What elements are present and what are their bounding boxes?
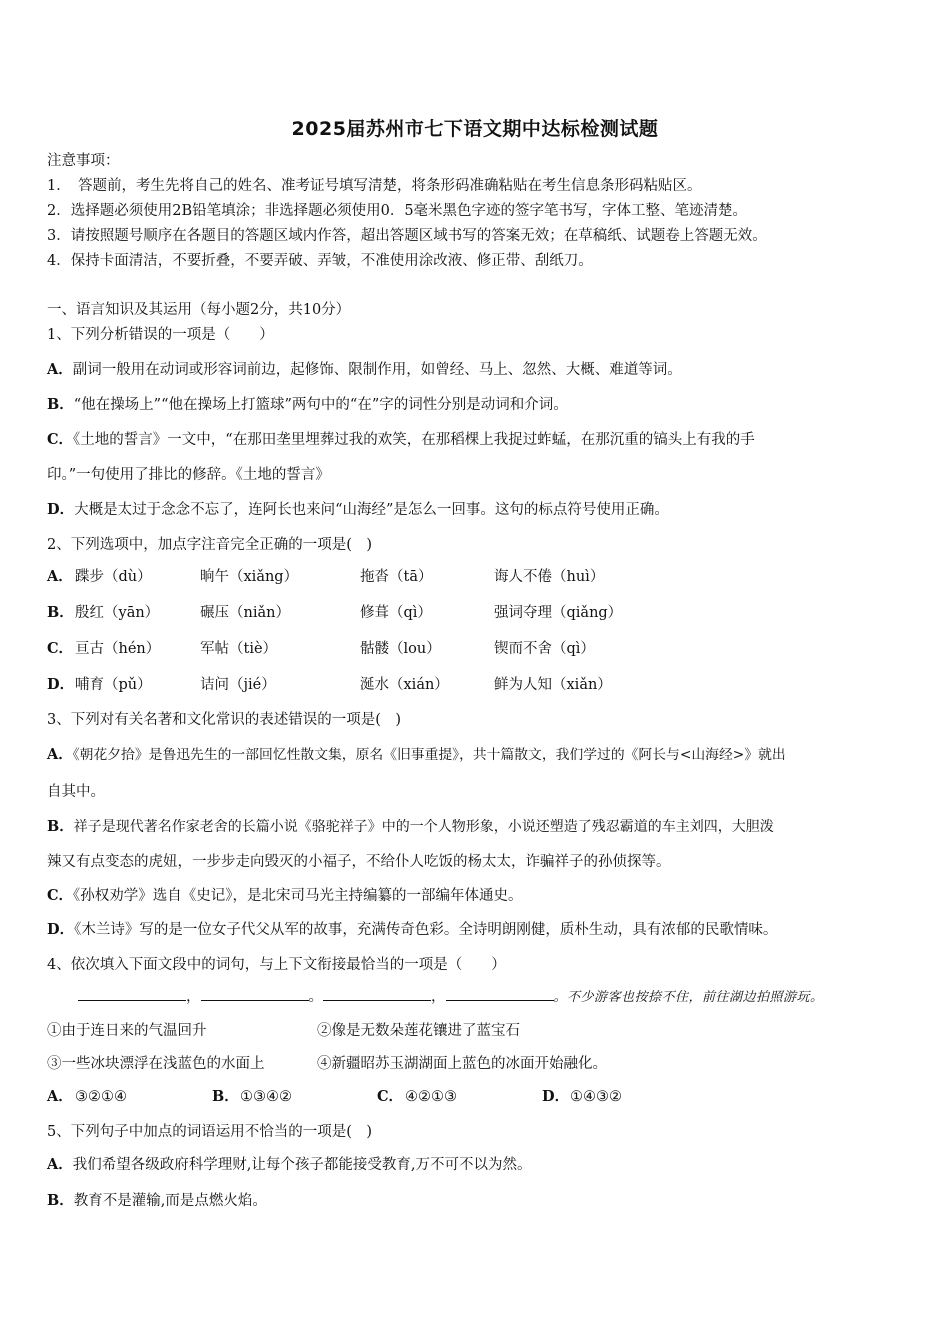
q2-row-c-item-1: 亘古（hén）: [75, 641, 161, 657]
q1-option-a: [47, 360, 682, 380]
q4-fill-passage: [78, 987, 824, 1008]
q5-option-a: [47, 1155, 531, 1175]
q4-sentence-2: ②像是无数朵莲花镶进了蓝宝石: [317, 1023, 520, 1039]
q2-row-c-item-2: 军帖（tiè）: [200, 641, 278, 657]
q4-option-d-label: D．: [542, 1088, 570, 1105]
q2-row-d-label: D．: [47, 676, 75, 693]
q2-row-a-item-2: 晌午（xiǎng）: [200, 569, 299, 585]
q4-sep-2: 。: [308, 989, 323, 1005]
q3-option-c-text: 《孙权劝学》选自《史记》，是北宋司马光主持编纂的一部编年体通史。: [73, 888, 523, 904]
q3-option-b: [47, 817, 774, 837]
q2-row-b-item-2: 碾压（niǎn）: [200, 605, 290, 621]
q2-row-d-item-3: 涎水（xián）: [360, 677, 449, 693]
q1-option-b-text: “他在操场上”“他在操场上打篮球”两句中的“在”字的词性分别是动词和介词。: [73, 397, 568, 413]
q4-blank-4: [446, 988, 554, 1001]
page-title: 2025届苏州市七下语文期中达标检测试题: [291, 118, 659, 140]
q2-row-d-item-4: 鲜为人知（xiǎn）: [494, 677, 612, 693]
q4-sep-1: ，: [186, 989, 201, 1005]
q4-option-a-text: ③②①④: [75, 1089, 127, 1105]
q4-option-a-label: A．: [47, 1088, 73, 1105]
q2-row-b-item-4: 强词夺理（qiǎng）: [494, 605, 623, 621]
q4-sep-3: ，: [431, 989, 446, 1005]
q3-option-d-label: D．: [47, 921, 75, 938]
q1-option-c-text: 《土地的誓言》一文中，“在那田垄里埋葬过我的欢笑，在那稻棵上我捉过蚱蜢，在那沉重的镐头上有我的手: [73, 432, 755, 448]
q2-row-c-label: C．: [47, 640, 74, 657]
q3-option-a-text: 《朝花夕拾》是鲁迅先生的一部回忆性散文集，原名《旧事重提》，共十篇散文，我们学过的《阿长与<山海经>》就出: [72, 747, 786, 763]
q3-option-b-text: 祥子是现代著名作家老舍的长篇小说《骆驼祥子》中的一个人物形象，小说还塑造了残忍霸道的车主刘四，大胆泼: [73, 819, 774, 835]
q2-row-b-label: B．: [47, 604, 74, 621]
q4-option-c-text: ④②①③: [405, 1089, 457, 1105]
q1-option-d-text: 大概是太过于念念不忘了，连阿长也来问“山海经”是怎么一回事。这句的标点符号使用正确。: [74, 502, 669, 518]
q2-row-a-label: A．: [47, 568, 73, 585]
q4-stem: 4、依次填入下面文段中的词句，与上下文衔接最恰当的一项是（ ）: [47, 957, 506, 973]
q3-option-c-label: C．: [47, 887, 74, 904]
q2-row-a-item-1: 蹀步（dù）: [75, 569, 152, 585]
q5-option-a-text: 我们希望各级政府科学理财,让每个孩子都能接受教育,万不可不以为然。: [72, 1157, 532, 1173]
q2-row-b-item-1: 殷红（yān）: [75, 605, 160, 621]
q5-option-b-label: B．: [47, 1192, 74, 1209]
q4-option-b-label: B．: [212, 1088, 239, 1105]
q1-option-a-text: 副词一般用在动词或形容词前边，起修饰、限制作用，如曾经、马上、忽然、大概、难道等词。: [72, 362, 682, 378]
notice-item-3: 3．请按照题号顺序在各题目的答题区域内作答，超出答题区域书写的答案无效；在草稿纸、试题卷上答题无效。: [47, 228, 767, 244]
q3-option-a-cont: 自其中。: [47, 784, 105, 800]
q4-blank-1: [78, 988, 186, 1001]
q5-stem: 5、下列句子中加点的词语运用不恰当的一项是( ): [47, 1124, 373, 1140]
q4-option-d-text: ①④③②: [570, 1089, 622, 1105]
q4-option-b-text: ①③④②: [240, 1089, 292, 1105]
q2-row-a-item-4: 诲人不倦（huì）: [494, 569, 605, 585]
q4-option-c-label: C．: [377, 1088, 404, 1105]
q3-option-a: [47, 745, 786, 765]
q1-option-b: [47, 395, 568, 415]
notice-heading: 注意事项：: [47, 153, 120, 169]
q3-option-c: [47, 886, 523, 906]
q5-option-b-text: 教育不是灌输,而是点燃火焰。: [73, 1193, 267, 1209]
q5-option-a-label: A．: [47, 1156, 73, 1173]
section-heading: 一、语言知识及其运用（每小题2分，共10分）: [47, 302, 351, 318]
q3-option-d: [47, 920, 777, 940]
q3-option-b-cont: 辣又有点变态的虎妞，一步步走向毁灭的小福子，不给仆人吃饭的杨太太，诈骗祥子的孙侦探等。: [47, 854, 671, 870]
notice-item-2: 2．选择题必须使用2B铅笔填涂；非选择题必须使用0．5毫米黑色字迹的签字笔书写，字体工整、笔迹清楚。: [47, 203, 748, 219]
q1-stem: 1、下列分析错误的一项是（ ）: [47, 327, 274, 343]
q3-stem: 3、下列对有关名著和文化常识的表述错误的一项是( ): [47, 712, 402, 728]
q1-option-d-label: D．: [47, 501, 75, 518]
q4-sentence-3: ③一些冰块漂浮在浅蓝色的水面上: [47, 1056, 265, 1072]
q2-row-c-item-4: 锲而不舍（qì）: [494, 641, 595, 657]
q2-row-a-item-3: 拖沓（tā）: [360, 569, 433, 585]
q5-option-b: [47, 1191, 267, 1211]
q1-option-d: [47, 500, 669, 520]
q4-passage-tail: 。不少游客也按捺不住，前往湖边拍照游玩。: [553, 990, 824, 1005]
q2-row-c-item-3: 骷髅（lou）: [360, 641, 441, 657]
q1-option-c-label: C．: [47, 431, 74, 448]
q4-sentence-1: ①由于连日来的气温回升: [47, 1023, 207, 1039]
q2-row-d-item-2: 诘问（jié）: [200, 677, 276, 693]
q1-option-c: [47, 430, 755, 450]
q1-option-c-cont: 印。”一句使用了排比的修辞。《土地的誓言》: [47, 467, 330, 483]
q4-blank-2: [201, 988, 309, 1001]
notice-item-1: 1． 答题前，考生先将自己的姓名、准考证号填写清楚，将条形码准确粘贴在考生信息条形码粘贴区。: [47, 178, 702, 194]
notice-item-4: 4．保持卡面清洁，不要折叠，不要弄破、弄皱，不准使用涂改液、修正带、刮纸刀。: [47, 253, 593, 269]
q3-option-a-label: A．: [47, 746, 73, 763]
q4-blank-3: [323, 988, 431, 1001]
q2-row-d-item-1: 哺育（pǔ）: [75, 677, 152, 693]
q4-sentence-4: ④新疆昭苏玉湖湖面上蓝色的冰面开始融化。: [317, 1056, 607, 1072]
q2-stem: 2、下列选项中，加点字注音完全正确的一项是( ): [47, 537, 373, 553]
q1-option-a-label: A．: [47, 361, 73, 378]
q3-option-b-label: B．: [47, 818, 74, 835]
q1-option-b-label: B．: [47, 396, 74, 413]
q2-row-b-item-3: 修葺（qì）: [360, 605, 432, 621]
q3-option-d-text: 《木兰诗》写的是一位女子代父从军的故事，充满传奇色彩。全诗明朗刚健，质朴生动，具有浓郁的民歌情味。: [74, 922, 778, 938]
